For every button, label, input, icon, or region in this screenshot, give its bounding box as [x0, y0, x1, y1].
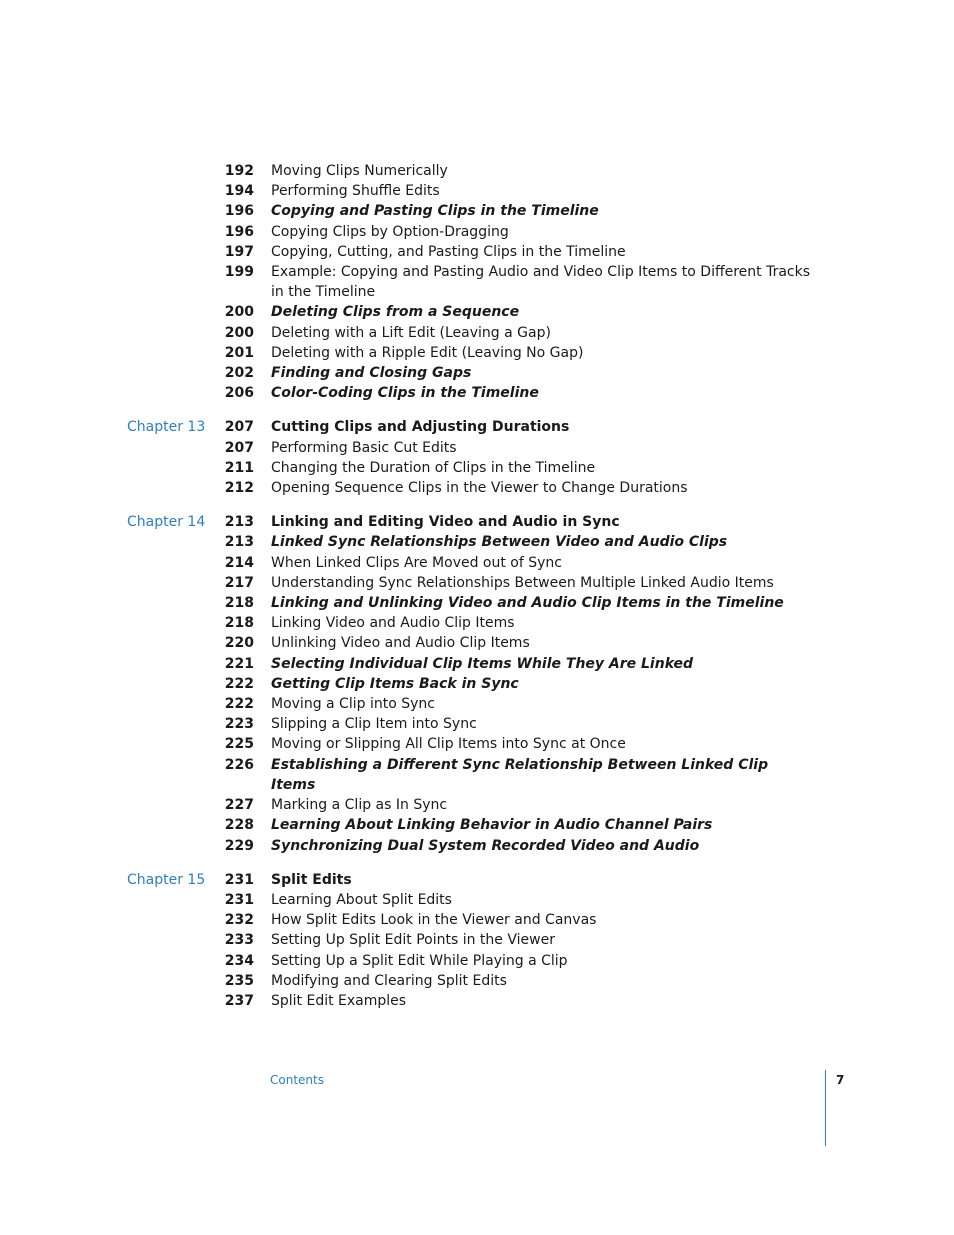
toc-page-number: 220 — [224, 635, 254, 652]
toc-entry-title[interactable]: Linking and Unlinking Video and Audio Clip Items in the Timeline — [271, 595, 784, 612]
footer-section-link[interactable]: Contents — [270, 1073, 324, 1087]
toc-entry-title[interactable]: Understanding Sync Relationships Between Multiple Linked Audio Items — [271, 574, 774, 591]
toc-entry-title[interactable]: Linking Video and Audio Clip Items — [271, 615, 515, 632]
toc-page-number: 201 — [224, 344, 254, 361]
toc-entry-title[interactable]: Split Edits — [271, 871, 352, 888]
toc-page-number: 218 — [224, 615, 254, 632]
toc-page-number: 202 — [224, 365, 254, 382]
toc-entry-title[interactable]: Performing Basic Cut Edits — [271, 439, 457, 456]
toc-entry-title[interactable]: Color-Coding Clips in the Timeline — [271, 385, 539, 402]
toc-entry-title[interactable]: Example: Copying and Pasting Audio and Video Clip Items to Different Tracks in the Timeline — [271, 264, 811, 301]
toc-entry[interactable] — [0, 553, 954, 573]
toc-entry-title[interactable]: Copying, Cutting, and Pasting Clips in the Timeline — [271, 243, 626, 260]
toc-heading-entry[interactable] — [0, 674, 954, 694]
toc-page-number: 221 — [224, 655, 254, 672]
toc-page-number: 199 — [224, 264, 254, 281]
toc-page-number: 196 — [224, 223, 254, 240]
toc-entry-title[interactable]: Synchronizing Dual System Recorded Video and Audio — [271, 837, 700, 854]
toc-entry[interactable] — [0, 991, 954, 1011]
toc-entry-title[interactable]: Deleting Clips from a Sequence — [271, 304, 520, 321]
toc-page-number: 218 — [224, 595, 254, 612]
toc-heading-entry[interactable] — [0, 302, 954, 322]
footer-page-number: 7 — [836, 1073, 845, 1087]
toc-page-number: 213 — [224, 534, 254, 551]
toc-section — [0, 417, 954, 498]
toc-entry[interactable] — [0, 633, 954, 653]
chapter-label[interactable]: Chapter 14 — [127, 514, 206, 531]
toc-entry-title[interactable]: Modifying and Clearing Split Edits — [271, 972, 507, 989]
toc-page-number: 214 — [224, 554, 254, 571]
toc-entry-title[interactable]: Learning About Linking Behavior in Audio Channel Pairs — [271, 817, 713, 834]
toc-entry-title[interactable]: Unlinking Video and Audio Clip Items — [271, 635, 530, 652]
toc-page-number: 207 — [224, 419, 254, 436]
toc-entry-title[interactable]: Copying Clips by Option-Dragging — [271, 223, 509, 240]
toc-entry-title[interactable]: Selecting Individual Clip Items While They Are Linked — [271, 655, 694, 672]
toc-entry[interactable] — [0, 573, 954, 593]
toc-heading-entry[interactable] — [0, 532, 954, 552]
toc-page-number: 237 — [224, 992, 254, 1009]
toc-entry-title[interactable]: Marking a Clip as In Sync — [271, 797, 448, 814]
toc-page-number: 233 — [224, 932, 254, 949]
toc-entry-title[interactable]: When Linked Clips Are Moved out of Sync — [271, 554, 562, 571]
table-of-contents — [0, 161, 954, 1025]
toc-entry-title[interactable]: Changing the Duration of Clips in the Timeline — [271, 459, 596, 476]
toc-page-number: 227 — [224, 797, 254, 814]
toc-page-number: 217 — [224, 574, 254, 591]
toc-entry[interactable] — [0, 262, 954, 302]
toc-page-number: 222 — [224, 675, 254, 692]
toc-entry[interactable] — [0, 694, 954, 714]
toc-page-number: 194 — [224, 183, 254, 200]
toc-entry-title[interactable]: Deleting with a Lift Edit (Leaving a Gap) — [271, 324, 551, 341]
toc-page-number: 223 — [224, 716, 254, 733]
toc-entry[interactable] — [0, 795, 954, 815]
toc-page-number: 228 — [224, 817, 254, 834]
toc-entry-title[interactable]: Linking and Editing Video and Audio in Sync — [271, 514, 620, 531]
toc-heading-entry[interactable] — [0, 815, 954, 835]
toc-entry[interactable] — [0, 181, 954, 201]
toc-page-number: 212 — [224, 480, 254, 497]
toc-entry[interactable] — [0, 951, 954, 971]
toc-entry[interactable] — [0, 613, 954, 633]
toc-heading-entry[interactable] — [0, 593, 954, 613]
toc-entry[interactable] — [0, 242, 954, 262]
toc-page-number: 213 — [224, 514, 254, 531]
toc-entry[interactable] — [0, 478, 954, 498]
toc-page-number: 234 — [224, 952, 254, 969]
toc-heading-entry[interactable] — [0, 755, 954, 795]
toc-entry-title[interactable]: Cutting Clips and Adjusting Durations — [271, 419, 570, 436]
toc-entry-title[interactable]: Linked Sync Relationships Between Video and Audio Clips — [271, 534, 728, 551]
toc-entry[interactable] — [0, 438, 954, 458]
toc-entry-title[interactable]: Deleting with a Ripple Edit (Leaving No Gap) — [271, 344, 584, 361]
toc-entry[interactable] — [0, 734, 954, 754]
toc-page-number: 225 — [224, 736, 254, 753]
toc-entry[interactable] — [0, 971, 954, 991]
toc-page-number: 200 — [224, 304, 254, 321]
footer-divider — [825, 1070, 826, 1146]
toc-entry[interactable] — [0, 161, 954, 181]
toc-entry-title[interactable]: Split Edit Examples — [271, 992, 407, 1009]
toc-section — [0, 161, 954, 403]
toc-entry[interactable] — [0, 910, 954, 930]
chapter-label[interactable]: Chapter 15 — [127, 871, 206, 888]
toc-page-number: 231 — [224, 891, 254, 908]
toc-entry-title[interactable]: Setting Up Split Edit Points in the Viewer — [271, 932, 555, 949]
toc-entry-title[interactable]: Learning About Split Edits — [271, 891, 452, 908]
toc-heading-entry[interactable] — [0, 383, 954, 403]
toc-entry-title[interactable]: Finding and Closing Gaps — [271, 365, 472, 382]
toc-entry[interactable] — [0, 323, 954, 343]
toc-chapter-entry[interactable] — [0, 512, 954, 532]
toc-page-number: 211 — [224, 459, 254, 476]
toc-page-number: 232 — [224, 912, 254, 929]
toc-heading-entry[interactable] — [0, 836, 954, 856]
toc-entry-title[interactable]: Setting Up a Split Edit While Playing a Clip — [271, 952, 568, 969]
toc-chapter-entry[interactable] — [0, 417, 954, 437]
toc-heading-entry[interactable] — [0, 654, 954, 674]
toc-page-number: 229 — [224, 837, 254, 854]
toc-page-number: 192 — [224, 163, 254, 179]
toc-entry-title[interactable]: Opening Sequence Clips in the Viewer to Change Durations — [271, 480, 688, 497]
toc-page-number: 206 — [224, 385, 254, 402]
toc-page-number: 222 — [224, 696, 254, 713]
toc-section — [0, 870, 954, 1011]
toc-entry[interactable] — [0, 930, 954, 950]
toc-entry[interactable] — [0, 714, 954, 734]
toc-entry-title[interactable]: Copying and Pasting Clips in the Timeline — [271, 203, 599, 220]
toc-entry-title[interactable]: Getting Clip Items Back in Sync — [271, 675, 519, 692]
toc-heading-entry[interactable] — [0, 363, 954, 383]
toc-page-number: 235 — [224, 972, 254, 989]
toc-page-number: 207 — [224, 439, 254, 456]
toc-chapter-entry[interactable] — [0, 870, 954, 890]
toc-entry-title[interactable]: Performing Shuffle Edits — [271, 183, 440, 200]
toc-entry-title[interactable]: Slipping a Clip Item into Sync — [271, 716, 477, 733]
toc-entry-title[interactable]: Establishing a Different Sync Relationship Between Linked Clip Items — [271, 756, 769, 793]
toc-entry[interactable] — [0, 222, 954, 242]
toc-entry[interactable] — [0, 458, 954, 478]
toc-entry[interactable] — [0, 343, 954, 363]
toc-section — [0, 512, 954, 855]
toc-entry-title[interactable]: Moving a Clip into Sync — [271, 696, 435, 713]
toc-page-number: 200 — [224, 324, 254, 341]
chapter-label[interactable]: Chapter 13 — [127, 419, 206, 436]
toc-heading-entry[interactable] — [0, 201, 954, 221]
toc-page-number: 226 — [224, 756, 254, 773]
toc-entry-title[interactable]: Moving or Slipping All Clip Items into Sync at Once — [271, 736, 626, 753]
toc-entry[interactable] — [0, 890, 954, 910]
toc-page-number: 231 — [224, 871, 254, 888]
toc-page-number: 196 — [224, 203, 254, 220]
toc-entry-title[interactable]: How Split Edits Look in the Viewer and Canvas — [271, 912, 597, 929]
toc-page-number: 197 — [224, 243, 254, 260]
toc-entry-title[interactable]: Moving Clips Numerically — [271, 163, 448, 179]
